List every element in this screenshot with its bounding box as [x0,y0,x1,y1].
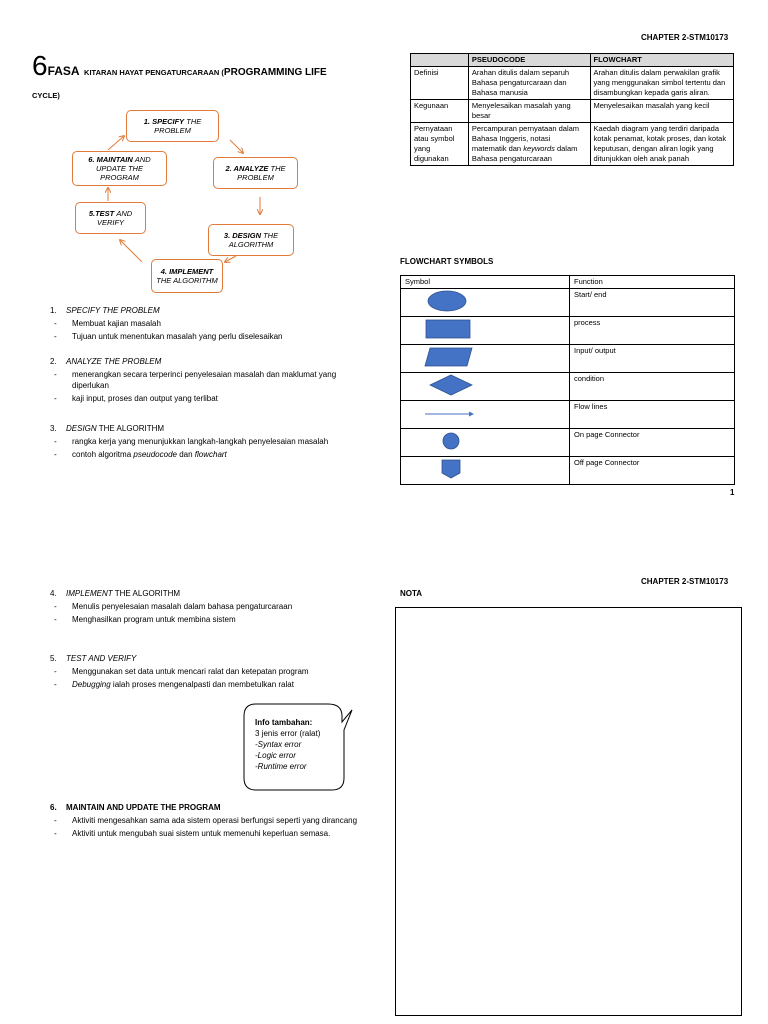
cycle-implement: 4. IMPLEMENT THE ALGORITHM [151,259,223,293]
list-item: - rangka kerja yang menunjukkan langkah-langkah penyelesaian masalah [50,436,370,447]
title-line2: CYCLE) [32,91,60,100]
cycle-analyze: 2. ANALYZE THE PROBLEM [213,157,298,189]
arrow-4-5 [120,240,142,262]
info-item: -Syntax error [255,740,302,749]
process-symbol-icon [405,318,565,340]
table-header: Function [570,276,735,289]
info-item: -Logic error [255,751,296,760]
table-header: FLOWCHART [590,54,733,67]
arrow-3-4 [225,256,236,262]
table-row: Pernyataan atau symbol yang digunakan Percampuran pernyataan dalam Bahasa Inggeris, notasi matematik dan keywords dalam Bahasa pengaturcaraan Kaedah diagram yang terdiri daripada kotak penamat, kotak proses, dan kotak keputusan, dengan aliran logik yang ditunjukkan oleh anak panah [411,123,734,166]
off-page-connector-icon [405,458,565,480]
input-output-symbol-icon [405,346,565,368]
arrow-6-1 [108,136,124,150]
list-item: - Menggunakan set data untuk mencari ralat dan ketepatan program [50,666,370,677]
table-row: process [401,317,735,345]
nota-box [395,607,742,1016]
section-implement: 4. IMPLEMENT THE ALGORITHM - Menulis penyelesaian masalah dalam bahasa pengaturcaraan - Menghasilkan program untuk membina sistem [50,589,370,627]
table-row: Definisi Arahan ditulis dalam separuh Bahasa pengaturcaraan dan Bahasa manusia Arahan ditulis dalam perwakilan grafik yang menggunakan simbol tertentu dan disambungkan kepada garis aliran. [411,67,734,100]
table-row: Input/ output [401,345,735,373]
table-row: Flow lines [401,401,735,429]
chapter-header: CHAPTER 2-STM10173 [641,33,729,42]
section-design: 3. DESIGN THE ALGORITHM - rangka kerja yang menunjukkan langkah-langkah penyelesaian masalah - contoh algoritma pseudocode dan flowchart [50,424,370,462]
title-rest: KITARAN HAYAT PENGATURCARAAN ( [84,68,224,77]
table-header: PSEUDOCODE [468,54,590,67]
flowchart-symbols-title: FLOWCHART SYMBOLS [400,257,494,266]
decision-symbol-icon [405,374,565,396]
section-maintain: 6. MAINTAIN AND UPDATE THE PROGRAM - Aktiviti mengesahkan sama ada sistem operasi berfungsi seperti yang dirancang - Aktiviti untuk mengubah suai sistem untuk memenuhi keperluan semasa. [50,803,370,841]
info-title: Info tambahan: [255,718,313,727]
table-row: Kegunaan Menyelesaikan masalah yang besar Menyelesaikan masalah yang kecil [411,100,734,123]
list-item: - Tujuan untuk menentukan masalah yang perlu diselesaikan [50,331,370,342]
nota-label: NOTA [400,589,423,598]
cycle-maintain: 6. MAINTAIN AND UPDATE THE PROGRAM [72,151,167,186]
list-item: - Aktiviti untuk mengubah suai sistem untuk memenuhi keperluan semasa. [50,828,370,839]
title-number: 6 [32,50,48,81]
info-content [255,717,320,772]
list-item: - menerangkan secara terperinci penyelesaian masalah dan maklumat yang diperlukan [50,369,370,391]
list-item: - Membuat kajian masalah [50,318,370,329]
section-specify: 1. SPECIFY THE PROBLEM - Membuat kajian masalah - Tujuan untuk menentukan masalah yang perlu diselesaikan [50,306,370,344]
chapter-header-2: CHAPTER 2-STM10173 [641,577,729,586]
symbols-table [400,275,735,485]
table-row: Start/ end [401,289,735,317]
info-line2: 3 jenis error (ralat) [255,729,321,738]
list-item: - contoh algoritma pseudocode dan flowchart [50,449,370,460]
section-analyze: 2. ANALYZE THE PROBLEM - menerangkan secara terperinci penyelesaian masalah dan maklumat yang diperlukan - kaji input, proses dan output yang terlibat [50,357,370,406]
list-item: - Menulis penyelesaian masalah dalam bahasa pengaturcaraan [50,601,370,612]
cycle-specify: 1. SPECIFY THE PROBLEM [126,110,219,142]
cycle-design: 3. DESIGN THE ALGORITHM [208,224,294,256]
list-item: - Aktiviti mengesahkan sama ada sistem operasi berfungsi seperti yang dirancang [50,815,370,826]
terminator-symbol-icon [405,290,565,312]
on-page-connector-icon [405,430,565,452]
compare-table [410,53,734,166]
section-test: 5. TEST AND VERIFY - Menggunakan set data untuk mencari ralat dan ketepatan program - Debugging ialah proses mengenalpasti dan membetulkan ralat [50,654,370,692]
table-row: On page Connector [401,429,735,457]
table-row: condition [401,373,735,401]
cycle-test: 5.TEST AND VERIFY [75,202,146,234]
title-en: PROGRAMMING LIFE [223,67,327,78]
list-item: - Debugging ialah proses mengenalpasti dan membetulkan ralat [50,679,370,690]
table-header [411,54,469,67]
list-item: - kaji input, proses dan output yang terlibat [50,393,370,404]
title-word: FASA [47,64,80,78]
list-item: - Menghasilkan program untuk membina sistem [50,614,370,625]
arrow-1-2 [230,140,243,153]
table-row: Off page Connector [401,457,735,485]
info-item: -Runtime error [255,762,307,771]
page-number: 1 [730,488,735,497]
flow-line-icon [405,402,565,424]
table-header: Symbol [401,276,570,289]
